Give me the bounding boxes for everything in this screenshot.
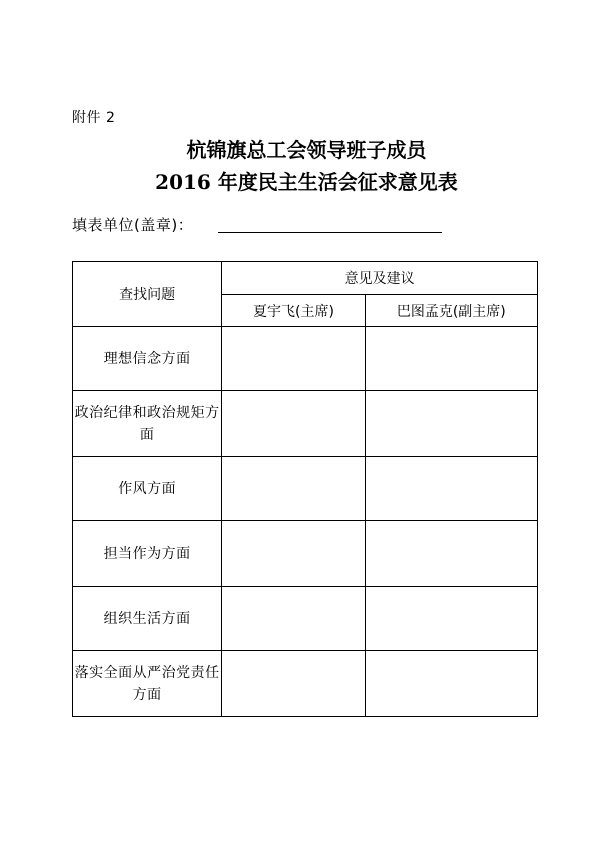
member-header-2: 巴图孟克(副主席): [365, 295, 537, 327]
table-row: [73, 327, 538, 391]
table-row: [73, 457, 538, 521]
opinion-cell-member-1[interactable]: [222, 391, 365, 457]
filler-unit-field[interactable]: [218, 232, 442, 233]
opinion-cell-member-2[interactable]: [365, 651, 537, 717]
row-category: 担当作为方面: [73, 521, 222, 587]
row-category: 理想信念方面: [73, 327, 222, 391]
opinion-cell-member-2[interactable]: [365, 327, 537, 391]
opinion-cell-member-1[interactable]: [222, 457, 365, 521]
opinion-table: [72, 261, 538, 717]
table-row: [73, 587, 538, 651]
filler-unit-label: 填表单位(盖章)：: [72, 216, 194, 234]
table-row: [73, 521, 538, 587]
opinion-column-header: 意见及建议: [222, 262, 538, 295]
opinion-cell-member-2[interactable]: [365, 521, 537, 587]
row-category: 组织生活方面: [73, 587, 222, 651]
row-category: 落实全面从严治党责任方面: [73, 651, 222, 717]
issue-column-header: 查找问题: [73, 262, 222, 327]
table-row: [73, 651, 538, 717]
opinion-cell-member-1[interactable]: [222, 651, 365, 717]
opinion-cell-member-2[interactable]: [365, 457, 537, 521]
form-title-line1: 杭锦旗总工会领导班子成员: [186, 138, 427, 162]
member-header-1: 夏宇飞(主席): [222, 295, 365, 327]
opinion-cell-member-1[interactable]: [222, 327, 365, 391]
opinion-cell-member-1[interactable]: [222, 521, 365, 587]
opinion-cell-member-2[interactable]: [365, 391, 537, 457]
attachment-label: 附件 2: [72, 110, 116, 126]
opinion-cell-member-1[interactable]: [222, 587, 365, 651]
table-row: [73, 391, 538, 457]
row-category: 作风方面: [73, 457, 222, 521]
row-category: 政治纪律和政治规矩方面: [73, 391, 222, 457]
opinion-cell-member-2[interactable]: [365, 587, 537, 651]
form-title-line2: 2016 年度民主生活会征求意见表: [155, 170, 458, 194]
